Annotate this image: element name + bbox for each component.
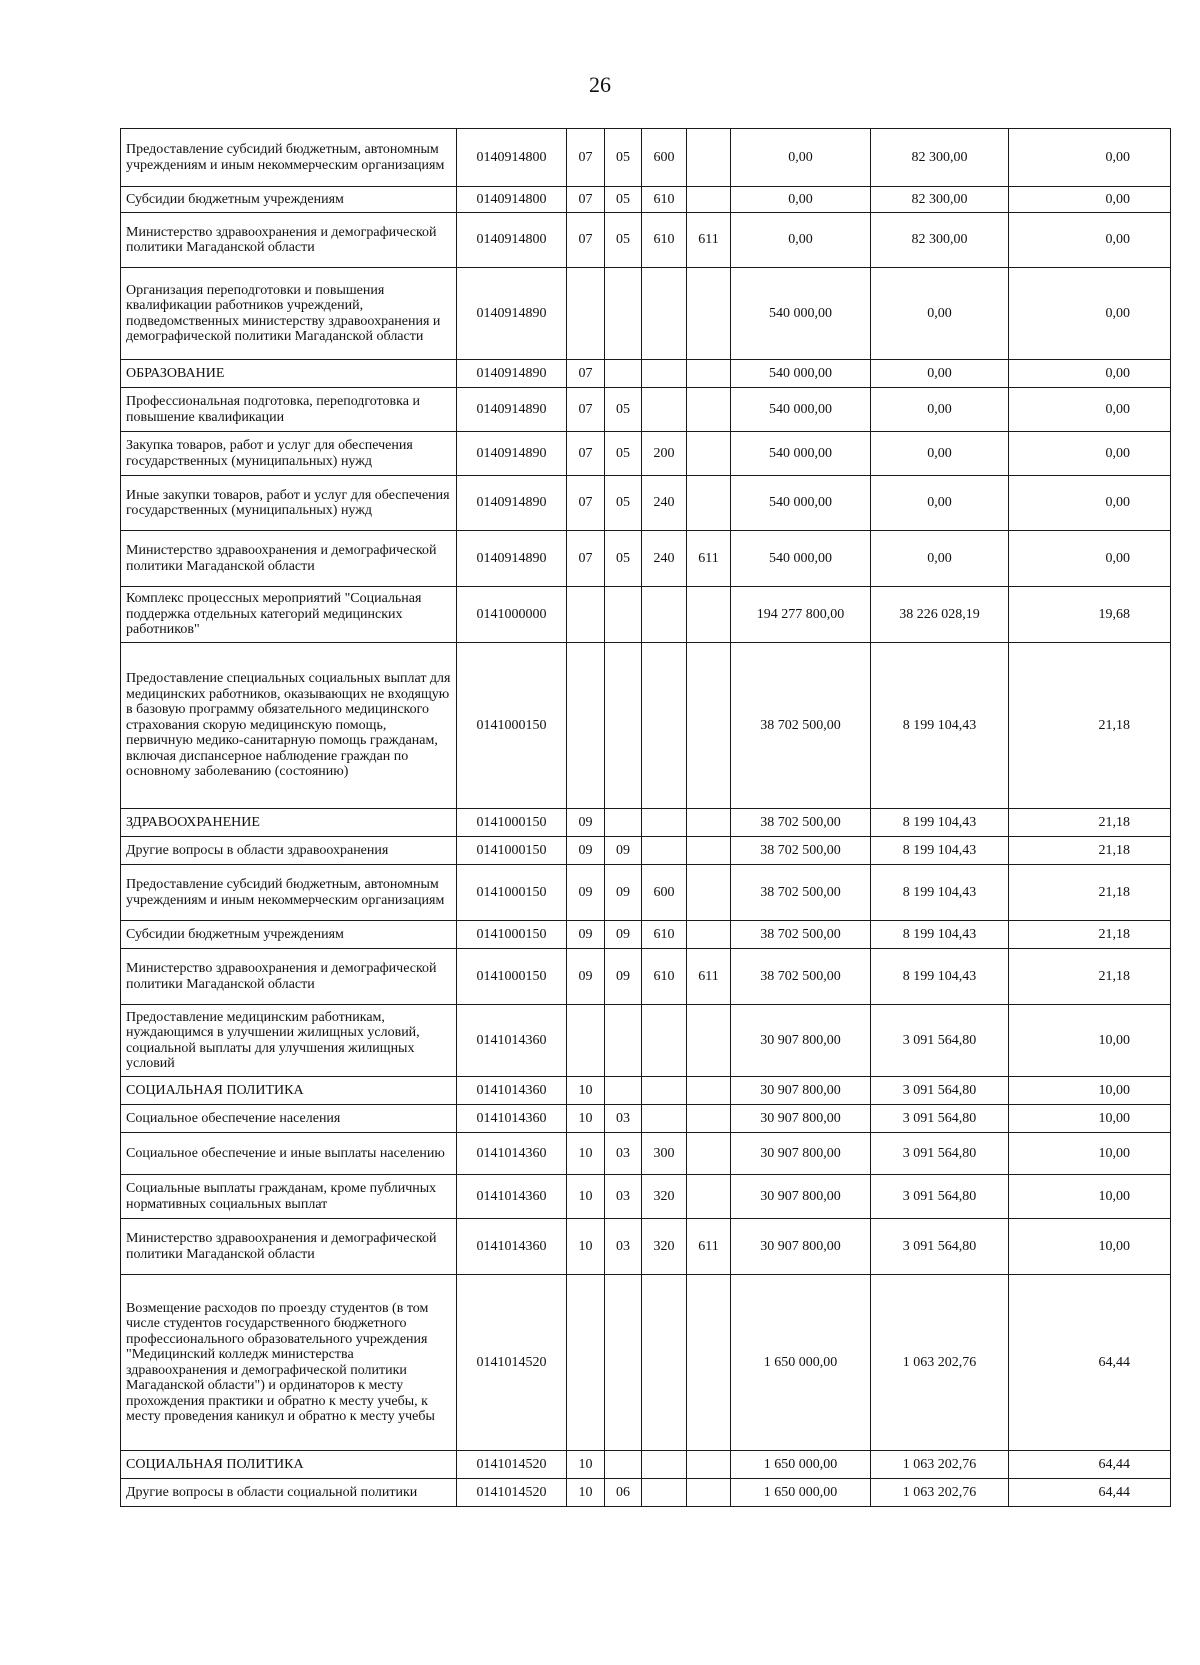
target-code-cell: 0140914800: [457, 129, 567, 187]
target-code-cell: 0140914890: [457, 360, 567, 388]
table-row: [121, 1451, 1171, 1479]
admin-code-cell: [687, 1479, 731, 1507]
row-name-cell: Социальные выплаты гражданам, кроме публичных нормативных социальных выплат: [121, 1175, 457, 1219]
row-name-cell: Другие вопросы в области социальной политики: [121, 1479, 457, 1507]
executed-amount-cell: 8 199 104,43: [871, 865, 1009, 921]
target-code-cell: 0141014520: [457, 1451, 567, 1479]
target-code-cell: 0141000000: [457, 587, 567, 643]
admin-code-cell: [687, 1005, 731, 1077]
target-code-cell: 0140914800: [457, 187, 567, 213]
planned-amount-cell: 38 702 500,00: [731, 921, 871, 949]
section-code-cell: 09: [567, 949, 605, 1005]
row-name-cell: Комплекс процессных мероприятий "Социальная поддержка отдельных категорий медицинских работников": [121, 587, 457, 643]
row-name-cell: Субсидии бюджетным учреждениям: [121, 921, 457, 949]
planned-amount-cell: 0,00: [731, 129, 871, 187]
section-code-cell: [567, 1005, 605, 1077]
percent-cell: 0,00: [1009, 432, 1171, 476]
row-name-cell: Социальное обеспечение и иные выплаты населению: [121, 1133, 457, 1175]
admin-code-cell: [687, 476, 731, 531]
expense-type-cell: [642, 587, 687, 643]
executed-amount-cell: 8 199 104,43: [871, 809, 1009, 837]
table-row: [121, 187, 1171, 213]
admin-code-cell: 611: [687, 1219, 731, 1275]
subsection-code-cell: [605, 268, 642, 360]
admin-code-cell: [687, 587, 731, 643]
admin-code-cell: 611: [687, 213, 731, 268]
subsection-code-cell: 09: [605, 837, 642, 865]
percent-cell: 10,00: [1009, 1105, 1171, 1133]
executed-amount-cell: 82 300,00: [871, 213, 1009, 268]
executed-amount-cell: 0,00: [871, 268, 1009, 360]
row-name-cell: Социальное обеспечение населения: [121, 1105, 457, 1133]
percent-cell: 10,00: [1009, 1077, 1171, 1105]
executed-amount-cell: 8 199 104,43: [871, 949, 1009, 1005]
percent-cell: 64,44: [1009, 1451, 1171, 1479]
target-code-cell: 0141000150: [457, 921, 567, 949]
percent-cell: 21,18: [1009, 949, 1171, 1005]
planned-amount-cell: 540 000,00: [731, 388, 871, 432]
section-code-cell: 09: [567, 865, 605, 921]
expense-type-cell: [642, 1275, 687, 1451]
percent-cell: 0,00: [1009, 268, 1171, 360]
subsection-code-cell: [605, 360, 642, 388]
planned-amount-cell: 540 000,00: [731, 360, 871, 388]
executed-amount-cell: 1 063 202,76: [871, 1451, 1009, 1479]
target-code-cell: 0140914890: [457, 476, 567, 531]
target-code-cell: 0140914800: [457, 213, 567, 268]
subsection-code-cell: 05: [605, 129, 642, 187]
admin-code-cell: [687, 129, 731, 187]
subsection-code-cell: [605, 1077, 642, 1105]
planned-amount-cell: 540 000,00: [731, 268, 871, 360]
subsection-code-cell: 03: [605, 1175, 642, 1219]
percent-cell: 21,18: [1009, 809, 1171, 837]
admin-code-cell: [687, 1077, 731, 1105]
section-code-cell: 09: [567, 921, 605, 949]
table-row: [121, 1175, 1171, 1219]
expense-type-cell: [642, 809, 687, 837]
percent-cell: 64,44: [1009, 1275, 1171, 1451]
row-name-cell: Министерство здравоохранения и демографической политики Магаданской области: [121, 531, 457, 587]
subsection-code-cell: [605, 643, 642, 809]
planned-amount-cell: 0,00: [731, 187, 871, 213]
executed-amount-cell: 3 091 564,80: [871, 1005, 1009, 1077]
section-code-cell: 09: [567, 837, 605, 865]
subsection-code-cell: [605, 1451, 642, 1479]
subsection-code-cell: 06: [605, 1479, 642, 1507]
executed-amount-cell: 8 199 104,43: [871, 921, 1009, 949]
planned-amount-cell: 30 907 800,00: [731, 1219, 871, 1275]
admin-code-cell: [687, 1451, 731, 1479]
planned-amount-cell: 38 702 500,00: [731, 643, 871, 809]
expense-type-cell: 200: [642, 432, 687, 476]
table-row: [121, 129, 1171, 187]
section-code-cell: 10: [567, 1451, 605, 1479]
section-code-cell: 10: [567, 1479, 605, 1507]
expense-type-cell: [642, 837, 687, 865]
table-row: [121, 531, 1171, 587]
section-code-cell: [567, 1275, 605, 1451]
row-name-cell: Возмещение расходов по проезду студентов (в том числе студентов государственного бюджетного профессионального образовательного учреждения "Медицинский колледж министерства здравоохранения и демографической политики Магаданской области") и ординаторов к месту прохождения практики и обратно к месту учебы, к месту проведения каникул и обратно к месту учебы: [121, 1275, 457, 1451]
admin-code-cell: [687, 1105, 731, 1133]
admin-code-cell: [687, 360, 731, 388]
expense-type-cell: [642, 388, 687, 432]
planned-amount-cell: 30 907 800,00: [731, 1005, 871, 1077]
planned-amount-cell: 0,00: [731, 213, 871, 268]
admin-code-cell: [687, 432, 731, 476]
expense-type-cell: [642, 1451, 687, 1479]
percent-cell: 19,68: [1009, 587, 1171, 643]
table-row: [121, 432, 1171, 476]
subsection-code-cell: 09: [605, 865, 642, 921]
percent-cell: 0,00: [1009, 360, 1171, 388]
planned-amount-cell: 1 650 000,00: [731, 1479, 871, 1507]
subsection-code-cell: 05: [605, 476, 642, 531]
percent-cell: 0,00: [1009, 388, 1171, 432]
percent-cell: 21,18: [1009, 865, 1171, 921]
table-row: [121, 1275, 1171, 1451]
executed-amount-cell: 1 063 202,76: [871, 1479, 1009, 1507]
admin-code-cell: [687, 837, 731, 865]
section-code-cell: 10: [567, 1219, 605, 1275]
planned-amount-cell: 30 907 800,00: [731, 1133, 871, 1175]
percent-cell: 10,00: [1009, 1175, 1171, 1219]
table-row: [121, 388, 1171, 432]
subsection-code-cell: 05: [605, 531, 642, 587]
row-name-cell: Другие вопросы в области здравоохранения: [121, 837, 457, 865]
subsection-code-cell: 03: [605, 1105, 642, 1133]
expense-type-cell: 610: [642, 921, 687, 949]
expense-type-cell: [642, 1077, 687, 1105]
row-name-cell: ОБРАЗОВАНИЕ: [121, 360, 457, 388]
expense-type-cell: 600: [642, 865, 687, 921]
admin-code-cell: [687, 1275, 731, 1451]
expense-type-cell: [642, 1105, 687, 1133]
row-name-cell: ЗДРАВООХРАНЕНИЕ: [121, 809, 457, 837]
table-row: [121, 809, 1171, 837]
section-code-cell: 07: [567, 388, 605, 432]
percent-cell: 0,00: [1009, 213, 1171, 268]
target-code-cell: 0140914890: [457, 268, 567, 360]
executed-amount-cell: 82 300,00: [871, 129, 1009, 187]
row-name-cell: Профессиональная подготовка, переподготовка и повышение квалификации: [121, 388, 457, 432]
table-row: [121, 476, 1171, 531]
target-code-cell: 0141000150: [457, 809, 567, 837]
row-name-cell: Субсидии бюджетным учреждениям: [121, 187, 457, 213]
admin-code-cell: [687, 643, 731, 809]
section-code-cell: [567, 587, 605, 643]
expense-type-cell: [642, 360, 687, 388]
subsection-code-cell: 03: [605, 1133, 642, 1175]
executed-amount-cell: 3 091 564,80: [871, 1077, 1009, 1105]
expense-type-cell: 240: [642, 531, 687, 587]
subsection-code-cell: 09: [605, 921, 642, 949]
admin-code-cell: [687, 809, 731, 837]
subsection-code-cell: [605, 1005, 642, 1077]
percent-cell: 10,00: [1009, 1133, 1171, 1175]
section-code-cell: 10: [567, 1077, 605, 1105]
table-row: [121, 1105, 1171, 1133]
expense-type-cell: 240: [642, 476, 687, 531]
target-code-cell: 0140914890: [457, 432, 567, 476]
expense-type-cell: 610: [642, 949, 687, 1005]
planned-amount-cell: 1 650 000,00: [731, 1451, 871, 1479]
row-name-cell: Предоставление специальных социальных выплат для медицинских работников, оказывающих не входящую в базовую программу обязательного медицинского страхования скорую медицинскую помощь, первичную медико-санитарную помощь гражданам, включая диспансерное наблюдение граждан по основному заболеванию (состоянию): [121, 643, 457, 809]
section-code-cell: 10: [567, 1175, 605, 1219]
expense-type-cell: [642, 643, 687, 809]
admin-code-cell: [687, 388, 731, 432]
section-code-cell: 07: [567, 129, 605, 187]
subsection-code-cell: 05: [605, 187, 642, 213]
subsection-code-cell: 05: [605, 213, 642, 268]
table-body: [121, 129, 1171, 1507]
executed-amount-cell: 8 199 104,43: [871, 643, 1009, 809]
admin-code-cell: [687, 187, 731, 213]
target-code-cell: 0141000150: [457, 865, 567, 921]
expense-type-cell: 610: [642, 213, 687, 268]
admin-code-cell: [687, 1133, 731, 1175]
target-code-cell: 0141014520: [457, 1275, 567, 1451]
section-code-cell: 07: [567, 432, 605, 476]
target-code-cell: 0141014360: [457, 1219, 567, 1275]
section-code-cell: 07: [567, 213, 605, 268]
target-code-cell: 0140914890: [457, 388, 567, 432]
percent-cell: 64,44: [1009, 1479, 1171, 1507]
subsection-code-cell: 09: [605, 949, 642, 1005]
percent-cell: 21,18: [1009, 921, 1171, 949]
percent-cell: 0,00: [1009, 531, 1171, 587]
page-number: 26: [589, 72, 611, 97]
row-name-cell: Закупка товаров, работ и услуг для обеспечения государственных (муниципальных) нужд: [121, 432, 457, 476]
planned-amount-cell: 30 907 800,00: [731, 1077, 871, 1105]
subsection-code-cell: 05: [605, 388, 642, 432]
section-code-cell: 07: [567, 476, 605, 531]
table-row: [121, 360, 1171, 388]
executed-amount-cell: 3 091 564,80: [871, 1133, 1009, 1175]
expense-type-cell: [642, 1005, 687, 1077]
budget-table: [120, 128, 1171, 1507]
admin-code-cell: 611: [687, 949, 731, 1005]
row-name-cell: Предоставление медицинским работникам, нуждающимся в улучшении жилищных условий, социальной выплаты для улучшения жилищных условий: [121, 1005, 457, 1077]
executed-amount-cell: 0,00: [871, 531, 1009, 587]
executed-amount-cell: 3 091 564,80: [871, 1105, 1009, 1133]
planned-amount-cell: 38 702 500,00: [731, 837, 871, 865]
expense-type-cell: 320: [642, 1175, 687, 1219]
admin-code-cell: [687, 1175, 731, 1219]
row-name-cell: Организация переподготовки и повышения квалификации работников учреждений, подведомственных министерству здравоохранения и демографической политики Магаданской области: [121, 268, 457, 360]
planned-amount-cell: 540 000,00: [731, 531, 871, 587]
table-row: [121, 1219, 1171, 1275]
percent-cell: 21,18: [1009, 643, 1171, 809]
table-row: [121, 921, 1171, 949]
planned-amount-cell: 540 000,00: [731, 432, 871, 476]
expense-type-cell: [642, 1479, 687, 1507]
admin-code-cell: [687, 865, 731, 921]
row-name-cell: Иные закупки товаров, работ и услуг для обеспечения государственных (муниципальных) нужд: [121, 476, 457, 531]
table-row: [121, 865, 1171, 921]
planned-amount-cell: 30 907 800,00: [731, 1175, 871, 1219]
section-code-cell: 07: [567, 531, 605, 587]
planned-amount-cell: 38 702 500,00: [731, 809, 871, 837]
percent-cell: 0,00: [1009, 476, 1171, 531]
planned-amount-cell: 38 702 500,00: [731, 865, 871, 921]
subsection-code-cell: [605, 1275, 642, 1451]
expense-type-cell: 610: [642, 187, 687, 213]
admin-code-cell: [687, 268, 731, 360]
planned-amount-cell: 30 907 800,00: [731, 1105, 871, 1133]
planned-amount-cell: 540 000,00: [731, 476, 871, 531]
executed-amount-cell: 0,00: [871, 476, 1009, 531]
executed-amount-cell: 1 063 202,76: [871, 1275, 1009, 1451]
table-row: [121, 213, 1171, 268]
table-row: [121, 837, 1171, 865]
section-code-cell: 09: [567, 809, 605, 837]
planned-amount-cell: 1 650 000,00: [731, 1275, 871, 1451]
executed-amount-cell: 38 226 028,19: [871, 587, 1009, 643]
executed-amount-cell: 8 199 104,43: [871, 837, 1009, 865]
planned-amount-cell: 194 277 800,00: [731, 587, 871, 643]
section-code-cell: 10: [567, 1133, 605, 1175]
planned-amount-cell: 38 702 500,00: [731, 949, 871, 1005]
subsection-code-cell: 05: [605, 432, 642, 476]
table-row: [121, 1077, 1171, 1105]
target-code-cell: 0141014360: [457, 1077, 567, 1105]
row-name-cell: Предоставление субсидий бюджетным, автономным учреждениям и иным некоммерческим организациям: [121, 865, 457, 921]
target-code-cell: 0141014360: [457, 1005, 567, 1077]
executed-amount-cell: 3 091 564,80: [871, 1219, 1009, 1275]
executed-amount-cell: 0,00: [871, 360, 1009, 388]
percent-cell: 10,00: [1009, 1005, 1171, 1077]
table-row: [121, 643, 1171, 809]
expense-type-cell: 300: [642, 1133, 687, 1175]
admin-code-cell: 611: [687, 531, 731, 587]
percent-cell: 0,00: [1009, 129, 1171, 187]
executed-amount-cell: 3 091 564,80: [871, 1175, 1009, 1219]
target-code-cell: 0141000150: [457, 643, 567, 809]
expense-type-cell: 600: [642, 129, 687, 187]
target-code-cell: 0141014360: [457, 1105, 567, 1133]
table-row: [121, 949, 1171, 1005]
percent-cell: 21,18: [1009, 837, 1171, 865]
table-row: [121, 1479, 1171, 1507]
table-row: [121, 268, 1171, 360]
subsection-code-cell: [605, 587, 642, 643]
target-code-cell: 0141014360: [457, 1175, 567, 1219]
target-code-cell: 0141000150: [457, 949, 567, 1005]
table-row: [121, 587, 1171, 643]
target-code-cell: 0141000150: [457, 837, 567, 865]
section-code-cell: 07: [567, 187, 605, 213]
section-code-cell: 10: [567, 1105, 605, 1133]
target-code-cell: 0140914890: [457, 531, 567, 587]
expense-type-cell: 320: [642, 1219, 687, 1275]
admin-code-cell: [687, 921, 731, 949]
percent-cell: 10,00: [1009, 1219, 1171, 1275]
executed-amount-cell: 0,00: [871, 432, 1009, 476]
row-name-cell: Министерство здравоохранения и демографической политики Магаданской области: [121, 949, 457, 1005]
row-name-cell: СОЦИАЛЬНАЯ ПОЛИТИКА: [121, 1077, 457, 1105]
row-name-cell: СОЦИАЛЬНАЯ ПОЛИТИКА: [121, 1451, 457, 1479]
table-row: [121, 1133, 1171, 1175]
target-code-cell: 0141014360: [457, 1133, 567, 1175]
percent-cell: 0,00: [1009, 187, 1171, 213]
executed-amount-cell: 82 300,00: [871, 187, 1009, 213]
subsection-code-cell: 03: [605, 1219, 642, 1275]
section-code-cell: 07: [567, 360, 605, 388]
expense-type-cell: [642, 268, 687, 360]
row-name-cell: Министерство здравоохранения и демографической политики Магаданской области: [121, 213, 457, 268]
section-code-cell: [567, 268, 605, 360]
row-name-cell: Министерство здравоохранения и демографической политики Магаданской области: [121, 1219, 457, 1275]
executed-amount-cell: 0,00: [871, 388, 1009, 432]
target-code-cell: 0141014520: [457, 1479, 567, 1507]
table-row: [121, 1005, 1171, 1077]
row-name-cell: Предоставление субсидий бюджетным, автономным учреждениям и иным некоммерческим организациям: [121, 129, 457, 187]
section-code-cell: [567, 643, 605, 809]
subsection-code-cell: [605, 809, 642, 837]
